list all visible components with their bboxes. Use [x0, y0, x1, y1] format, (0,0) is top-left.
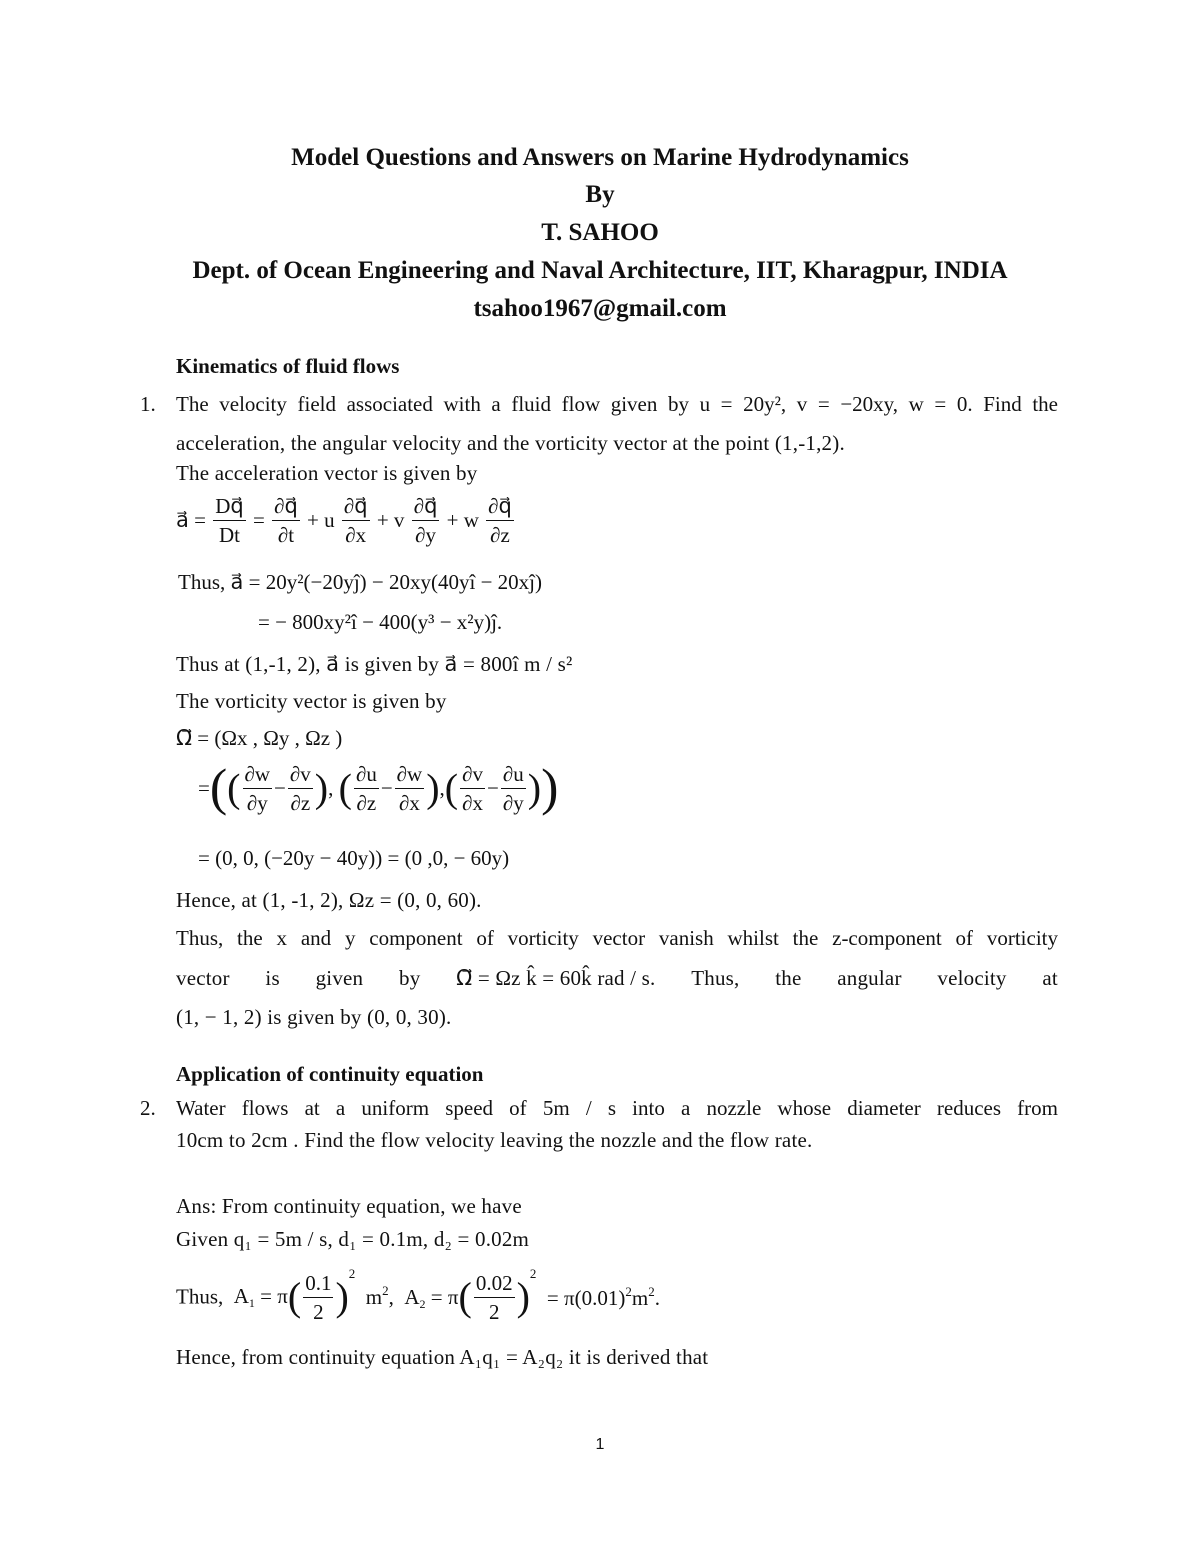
given-values: Given q₁ = 5m / s, d₁ = 0.1m, d₂ = 0.02m: [176, 1227, 530, 1251]
acceleration-at-point: Thus at (1,-1, 2), a⃗ is given by a⃗ = 800î m / s²: [176, 652, 573, 676]
acceleration-simplified: = − 800xy²î − 400(y³ − x²y)ĵ.: [258, 610, 503, 634]
author-name: T. SAHOO: [541, 219, 659, 246]
continuity-derivation: Hence, from continuity equation A₁q₁ = A₂q₂ it is derived that: [176, 1345, 709, 1369]
question-1-line-1: The velocity field associated with a fluid flow given by u = 20y², v = −20xy, w = 0. Find the: [176, 392, 1058, 416]
conclusion-word: Thus,: [691, 966, 740, 990]
conclusion-word: at: [1042, 966, 1058, 990]
by-line: By: [585, 181, 615, 208]
conclusion-word: angular: [837, 966, 902, 990]
answer-intro: Ans: From continuity equation, we have: [176, 1194, 522, 1218]
conclusion-word: is: [265, 966, 280, 990]
acceleration-substitution: Thus, a⃗ = 20y²(−20yĵ) − 20xy(40yî − 20xĵ): [178, 570, 543, 594]
conclusion-word: the: [775, 966, 802, 990]
area-equation-prefix: Thus,: [176, 1284, 224, 1309]
conclusion-line-1: Thus, the x and y component of vorticity vector vanish whilst the z-component of vorticity: [176, 926, 1058, 950]
conclusion-word: vector: [176, 966, 230, 990]
author-email: tsahoo1967@gmail.com: [473, 295, 727, 322]
section-heading-continuity: Application of continuity equation: [176, 1062, 484, 1086]
conclusion-line-3: (1, − 1, 2) is given by (0, 0, 30).: [176, 1005, 452, 1029]
vorticity-result: = (0, 0, (−20y − 40y)) = (0 ,0, − 60y): [198, 846, 510, 870]
conclusion-vorticity-equation: Ω⃗ = Ωz k̂ = 60k̂ rad / s.: [456, 966, 656, 990]
question-2-line-2: 10cm to 2cm . Find the flow velocity leaving the nozzle and the flow rate.: [176, 1128, 813, 1152]
page-number: 1: [595, 1436, 605, 1453]
conclusion-word: given: [315, 966, 364, 990]
section-heading-kinematics: Kinematics of fluid flows: [176, 354, 400, 378]
vorticity-components-equation: =(( $\frac{\partial w}{\partial y}$ − $\frac{\partial v}{\partial z}$ ), ( $\frac{\partial u}{\partial z}$ − $\frac{\partial w}{\partial x}$ ),( $\frac{\partial v}{\partial x}$ − $\frac{\partial u}{\partial y}$ )): [198, 759, 559, 817]
vorticity-intro: The vorticity vector is given by: [176, 689, 447, 713]
question-number-2: 2.: [140, 1096, 156, 1120]
question-number-1: 1.: [140, 392, 156, 416]
conclusion-word: by: [399, 966, 421, 990]
conclusion-word: velocity: [937, 966, 1007, 990]
acceleration-intro: The acceleration vector is given by: [176, 461, 478, 485]
question-1-line-2: acceleration, the angular velocity and the vorticity vector at the point (1,-1,2).: [176, 431, 845, 455]
vorticity-at-point: Hence, at (1, -1, 2), Ωz = (0, 0, 60).: [176, 888, 482, 912]
conclusion-line-2: [176, 966, 1058, 991]
area-equation: Thus, $A_1 = \pi$( $\frac{0.1}{2}$ )$^2$ $m^2$, $A_2 = \pi$( $\frac{0.02}{2}$ )$^2 = \pi(0.01)^2m^2$.: [176, 1266, 660, 1324]
vorticity-definition: Ω⃗ = (Ωx , Ωy , Ωz ): [176, 726, 343, 750]
paper-title: Model Questions and Answers on Marine Hydrodynamics: [291, 144, 909, 171]
question-2-line-1: Water flows at a uniform speed of 5m / s into a nozzle whose diameter reduces from: [176, 1096, 1058, 1120]
acceleration-definition-equation: a⃗ = $\frac{Dq⃗}{Dt}$ = $\frac{\partial q⃗}{\partial t}$ + u $\frac{\partial q⃗}{\partial x}$ + v $\frac{\partial q⃗}{\partial y}$ + w $\frac{\partial q⃗}{\partial z}$: [176, 494, 512, 547]
affiliation: Dept. of Ocean Engineering and Naval Architecture, IIT, Kharagpur, INDIA: [192, 257, 1008, 284]
